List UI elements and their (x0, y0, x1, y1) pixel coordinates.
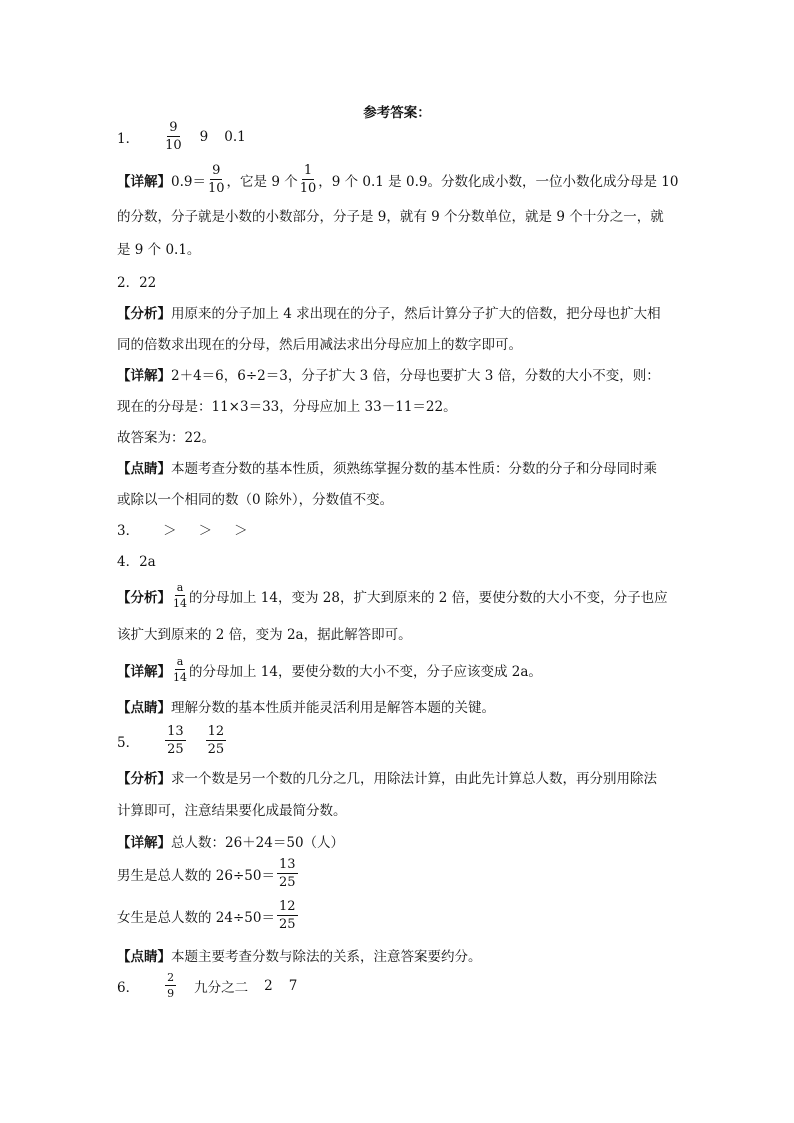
fraction: $\frac{9}{10}$ (165, 120, 182, 153)
q1-answer: 1． $\frac{9}{10}$ 9 0.1 (117, 120, 246, 153)
q6-answer: 6． $\frac{2}{9}$ 九分之二 2 7 (117, 971, 298, 1000)
q5-detail-line1: 【详解】 总人数：26＋24＝50（人） (117, 835, 345, 851)
q4-answer: 4．2a (117, 554, 156, 570)
q1-detail-line1: 【详解】 0.9＝ $\frac{9}{10}$ ，它是 9 个 $\frac{1}{10}$ ，9 个 0.1 是 0.9。分数化成小数，一位小数化成分母是 10 (117, 163, 679, 196)
q5-analysis-line1: 【分析】 求一个数是另一个数的几分之几，用除法计算，由此先计算总人数，再分别用除法 (117, 771, 657, 787)
q4-detail-line1: 【详解】 $\frac{a}{14}$ 的分母加上 14，要使分数的大小不变，分子应该变成 2a。 (117, 655, 542, 684)
q4-analysis-line2: 该扩大到原来的 2 倍，变为 2a，据此解答即可。 (117, 627, 412, 643)
q4-comment-line1: 【点睛】 理解分数的基本性质并能灵活利用是解答本题的关键。 (117, 700, 495, 716)
q2-detail-line2: 现在的分母是：11×3＝33，分母应加上 33－11＝22。 (117, 399, 457, 415)
q5-detail-line2: 男生是总人数的 26÷50＝ $\frac{13}{25}$ (117, 857, 296, 890)
q5-detail-line3: 女生是总人数的 24÷50＝ $\frac{12}{25}$ (117, 899, 296, 932)
q5-comment-line1: 【点睛】 本题主要考查分数与除法的关系，注意答案要约分。 (117, 949, 482, 965)
q2-analysis-line2: 同的倍数求出现在的分母，然后用减法求出分母应加上的数字即可。 (117, 337, 522, 353)
q2-comment-line1: 【点睛】 本题考查分数的基本性质，须熟练掌握分数的基本性质：分数的分子和分母同时乘 (117, 461, 657, 477)
q2-detail-line3: 故答案为：22。 (117, 430, 216, 446)
q2-comment-line2: 或除以一个相同的数（0 除外），分数值不变。 (117, 492, 394, 508)
q4-analysis-line1: 【分析】 $\frac{a}{14}$ 的分母加上 14，变为 28，扩大到原来的 2 倍，要使分数的大小不变，分子也应 (117, 581, 668, 610)
q5-answer: 5． $\frac{13}{25}$ $\frac{12}{25}$ (117, 724, 225, 757)
q1-detail-line3: 是 9 个 0.1。 (117, 242, 201, 258)
q5-analysis-line2: 计算即可，注意结果要化成最简分数。 (117, 803, 347, 819)
q2-detail-line1: 【详解】 2＋4＝6，6÷2＝3，分子扩大 3 倍，分母也要扩大 3 倍，分数的大小不变，则： (117, 368, 660, 384)
q3-answer: 3． ＞ ＞ ＞ (117, 523, 248, 539)
q2-analysis-line1: 【分析】 用原来的分子加上 4 求出现在的分子，然后计算分子扩大的倍数，把分母也扩大相 (117, 306, 661, 322)
page-title: 参考答案： (363, 105, 431, 121)
q2-answer: 2．22 (117, 275, 157, 291)
q1-detail-line2: 的分数，分子就是小数的小数部分，分子是 9，就有 9 个分数单位，就是 9 个十分之一，就 (117, 209, 664, 225)
